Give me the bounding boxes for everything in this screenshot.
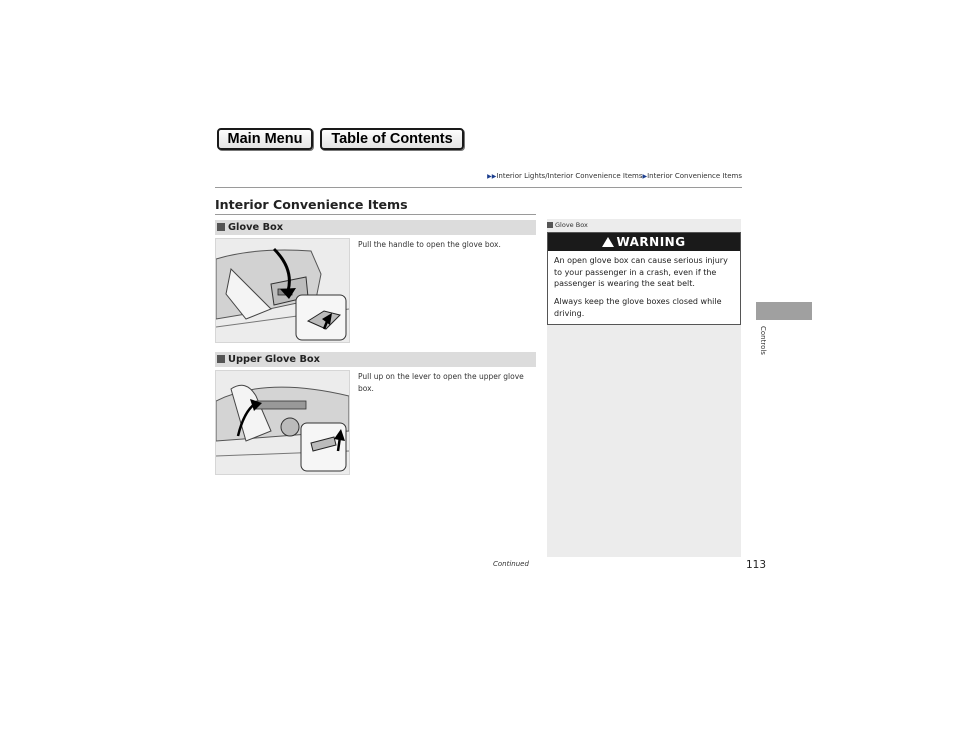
page-title: Interior Convenience Items — [215, 197, 408, 212]
chapter-tab-label: Controls — [759, 326, 767, 355]
chapter-tab[interactable] — [756, 302, 812, 320]
breadcrumb-part-2: Interior Convenience Items — [647, 172, 742, 180]
breadcrumb-part-1[interactable]: Interior Lights/Interior Convenience Items — [496, 172, 643, 180]
upper-glove-box-instruction: Pull up on the lever to open the upper glove box. — [358, 372, 524, 393]
section-heading-glove-box — [215, 220, 536, 235]
warning-box — [547, 232, 741, 325]
header-rule — [215, 187, 742, 188]
glove-box-instruction: Pull the handle to open the glove box. — [358, 240, 501, 249]
sidebar-reference — [547, 221, 588, 229]
main-menu-button[interactable]: Main Menu — [217, 128, 313, 150]
page-number: 113 — [746, 559, 767, 571]
warning-header — [548, 233, 740, 251]
breadcrumb — [480, 172, 742, 180]
section-heading-text: Glove Box — [228, 222, 284, 233]
glove-box-illustration — [215, 238, 350, 343]
upper-glove-box-illustration — [215, 370, 350, 475]
breadcrumb-arrow-icon: ▶▶ — [487, 173, 497, 180]
reference-bullet-icon — [547, 222, 553, 228]
section-bullet-icon — [217, 355, 225, 363]
breadcrumb-arrow-icon: ▶ — [642, 173, 648, 180]
warning-text-2: Always keep the glove boxes closed while driving. — [554, 297, 722, 318]
sidebar-reference-text: Glove Box — [555, 221, 588, 229]
table-of-contents-button[interactable]: Table of Contents — [320, 128, 464, 150]
section-bullet-icon — [217, 223, 225, 231]
warning-title: WARNING — [616, 235, 686, 249]
warning-text-1: An open glove box can cause serious injury to your passenger in a crash, even if the passenger is wearing the seat belt. — [554, 256, 728, 288]
title-rule — [215, 214, 536, 215]
section-heading-text: Upper Glove Box — [228, 354, 320, 365]
warning-triangle-icon — [602, 237, 614, 247]
continued-label: Continued — [493, 560, 529, 568]
section-heading-upper-glove-box — [215, 352, 536, 367]
